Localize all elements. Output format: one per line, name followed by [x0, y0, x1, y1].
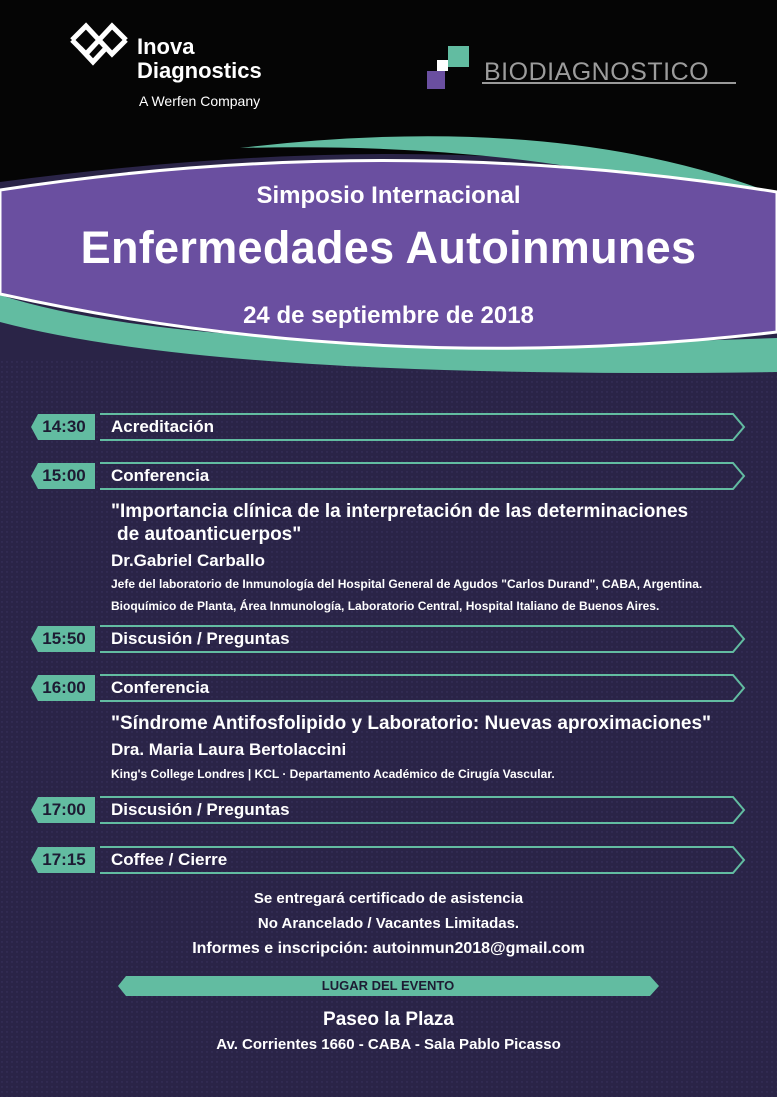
agenda-label-conferencia-1: Conferencia: [111, 466, 210, 485]
time-1500: 15:00: [42, 466, 86, 485]
biodiagnostico-wordmark: BIODIAGNOSTICO: [484, 58, 710, 86]
agenda-label-acreditacion: Acreditación: [111, 417, 214, 436]
time-1600: 16:00: [42, 678, 86, 697]
time-1550: 15:50: [42, 629, 86, 648]
talk1-speaker: Dr.Gabriel Carballo: [111, 551, 265, 570]
symposium-title: Enfermedades Autoinmunes: [80, 222, 697, 273]
time-1715: 17:15: [42, 850, 86, 869]
agenda-label-discusion-2: Discusión / Preguntas: [111, 800, 290, 819]
talk1-affiliation-2: Bioquímico de Planta, Área Inmunología, Laboratorio Central, Hospital Italiano de Buenos Aires.: [111, 599, 660, 613]
footer-free: No Arancelado / Vacantes Limitadas.: [257, 915, 520, 932]
venue-bar-label: LUGAR DEL EVENTO: [321, 978, 455, 993]
talk1-title-line2: de autoanticuerpos": [117, 524, 302, 545]
symposium-date: 24 de septiembre de 2018: [243, 302, 534, 329]
agenda-label-conferencia-2: Conferencia: [111, 678, 210, 697]
talk1-affiliation-1: Jefe del laboratorio de Inmunología del Hospital General de Agudos "Carlos Durand", CABA, Argentina.: [111, 577, 703, 591]
footer-certificate: Se entregará certificado de asistencia: [253, 890, 524, 907]
talk2-speaker: Dra. Maria Laura Bertolaccini: [111, 740, 347, 759]
time-1430: 14:30: [42, 417, 86, 436]
inova-tagline: A Werfen Company: [139, 93, 261, 109]
venue-address: Av. Corrientes 1660 - CABA - Sala Pablo Picasso: [216, 1036, 561, 1053]
inova-wordmark-line2: Diagnostics: [137, 58, 262, 83]
time-1700: 17:00: [42, 800, 86, 819]
agenda-label-discusion-1: Discusión / Preguntas: [111, 629, 290, 648]
talk2-title: "Síndrome Antifosfolipido y Laboratorio: Nuevas aproximaciones": [111, 713, 712, 734]
footer-contact: Informes e inscripción: autoinmun2018@gmail.com: [192, 940, 585, 957]
inova-wordmark-line1: Inova: [137, 34, 195, 59]
symposium-subtitle: Simposio Internacional: [256, 182, 521, 209]
agenda-label-cierre: Coffee / Cierre: [111, 850, 228, 869]
talk2-affiliation: King's College Londres | KCL · Departamento Académico de Cirugía Vascular.: [111, 767, 555, 781]
talk1-title-line1: "Importancia clínica de la interpretación de las determinaciones: [111, 501, 689, 522]
venue-name: Paseo la Plaza: [323, 1009, 454, 1030]
